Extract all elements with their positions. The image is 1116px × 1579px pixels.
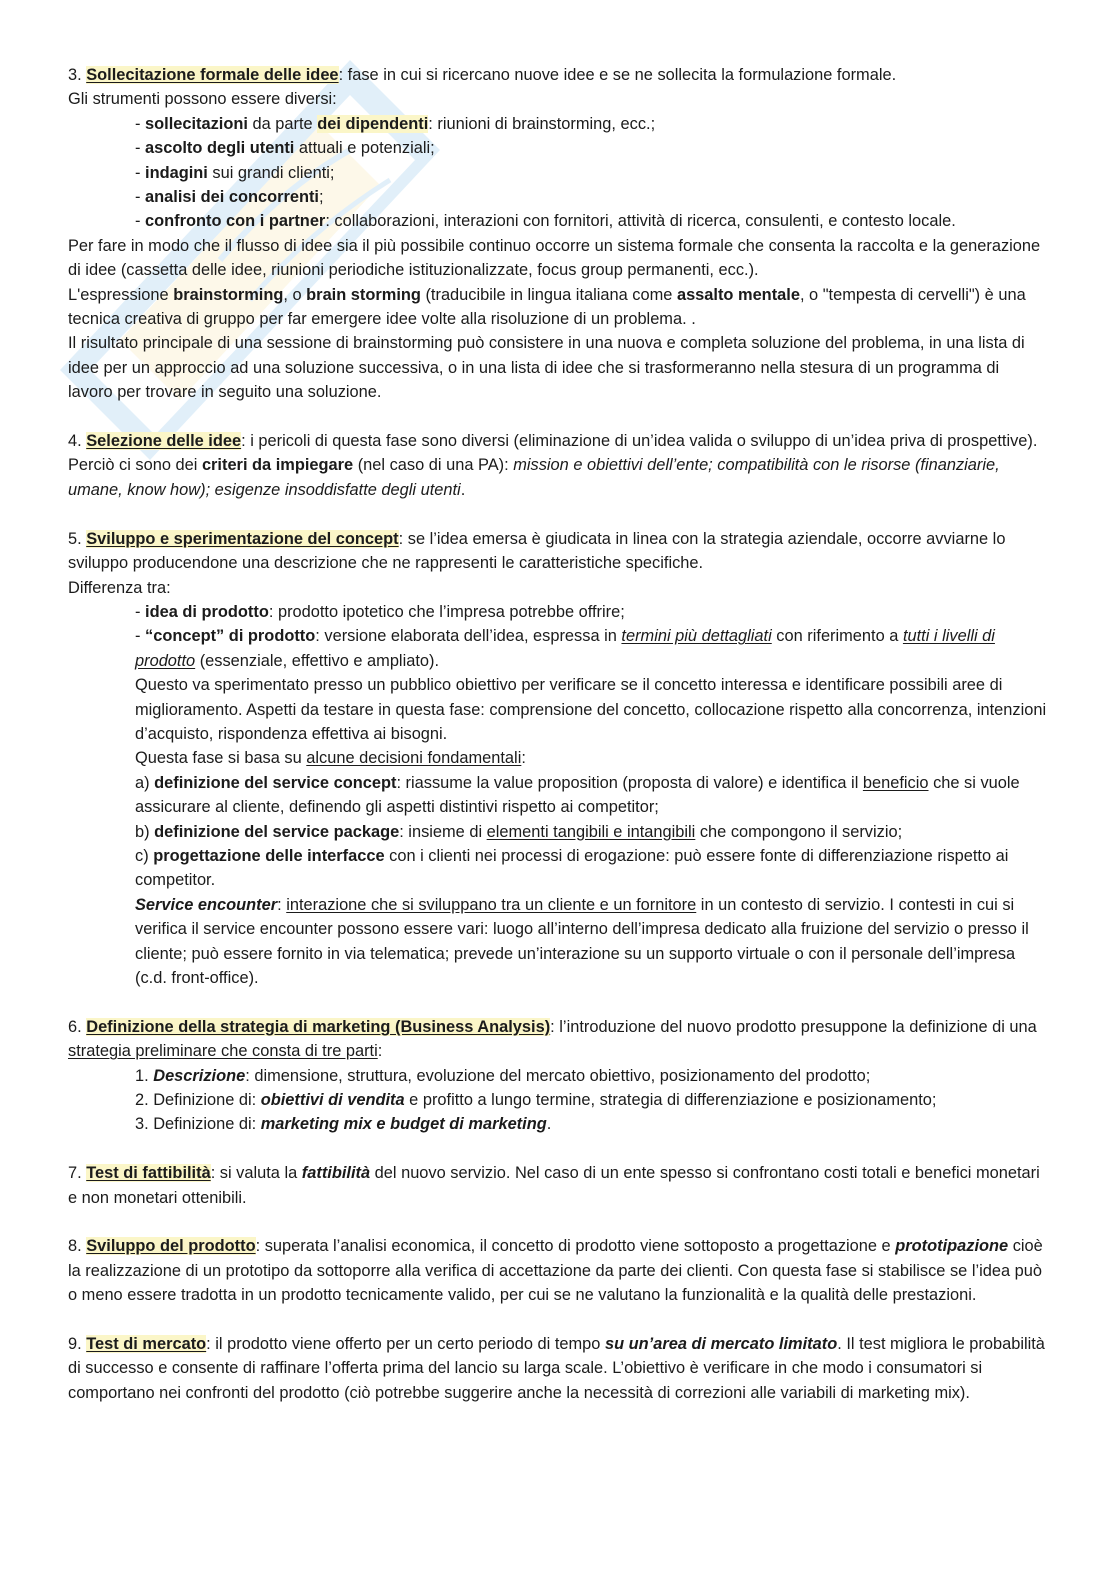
list-item: 2. Definizione di: obiettivi di vendita e profitto a lungo termine, strategia di differenziazione e posizionamento;	[135, 1091, 937, 1110]
paragraph: Per fare in modo che il flusso di idee sia il più possibile continuo occorre un sistema formale che consenta la raccolta e la generazione di idee (cassetta delle idee, riunioni periodiche istituzionalizzate, focus group permanenti, ecc.).	[68, 236, 1041, 280]
list-item: - ascolto degli utenti attuali e potenziali;	[135, 139, 435, 158]
list-item: 1. Descrizione: dimensione, struttura, evoluzione del mercato obiettivo, posizionamento del prodotto;	[135, 1066, 871, 1085]
list-item: 3. Definizione di: marketing mix e budget di marketing.	[135, 1115, 552, 1134]
section-7-paragraph: 7. Test di fattibilità: si valuta la fattibilità del nuovo servizio. Nel caso di un ente spesso si confrontano costi totali e benefici monetari e non monetari ottenibili.	[68, 1164, 1040, 1207]
list-item: - sollecitazioni da parte dei dipendenti: riunioni di brainstorming, ecc.;	[135, 114, 656, 133]
section-6-heading: 6. Definizione della strategia di marketing (Business Analysis): l’introduzione del nuovo prodotto presuppone la definizione di una strategia preliminare che consta di tre parti:	[68, 1017, 1037, 1061]
section-3-intro: Gli strumenti possono essere diversi:	[68, 90, 337, 109]
paragraph: Differenza tra:	[68, 578, 171, 597]
paragraph: Service encounter: interazione che si sviluppano tra un cliente e un fornitore in un contesto di servizio. I contesti in cui si verifica il service encounter possono essere vari: luogo all’interno dell’impresa dedicato alla fruizione del servizio o presso il cliente; può essere fornito in via telematica; prevede un’interazione su un supporto virtuale o con il personale dell’impresa (c.d. front-office).	[135, 895, 1029, 987]
section-9-paragraph: 9. Test di mercato: il prodotto viene offerto per un certo periodo di tempo su un’area di mercato limitato. Il test migliora le probabilità di successo e consente di raffinare l’offerta prima del lancio su larga scale. L’obiettivo è verificare in che modo i consumatori si comportano nei confronti del prodotto (ciò potrebbe suggerire anche la necessità di correzioni alle variabili di marketing mix).	[68, 1335, 1045, 1402]
list-item: - idea di prodotto: prodotto ipotetico che l’impresa potrebbe offrire;	[135, 602, 625, 621]
section-5-heading: 5. Sviluppo e sperimentazione del concept: se l’idea emersa è giudicata in linea con la strategia aziendale, occorre avviarne lo sviluppo producendone una descrizione che ne rappresenti le caratteristiche specifiche.	[68, 529, 1006, 573]
list-item: - confronto con i partner: collaborazioni, interazioni con fornitori, attività di ricerca, consulenti, e contesto locale.	[135, 212, 956, 231]
section-4-title: Selezione delle idee	[86, 432, 242, 451]
paragraph: Questa fase si basa su alcune decisioni fondamentali:	[135, 749, 526, 768]
section-5-title: Sviluppo e sperimentazione del concept	[86, 529, 399, 548]
list-item: c) progettazione delle interfacce con i clienti nei processi di erogazione: può essere fonte di differenziazione rispetto ai competitor.	[135, 846, 1009, 890]
section-4-paragraph: 4. Selezione delle idee: i pericoli di questa fase sono diversi (eliminazione di un’idea valida o sviluppo di un’idea priva di prospettive). Perciò ci sono dei criteri da impiegare (nel caso di una PA): mission e obiettivi dell’ente; compatibilità con le risorse (finanziarie, umane, know how); esigenze insoddisfatte degli utenti.	[68, 432, 1038, 499]
section-8-title: Sviluppo del prodotto	[86, 1237, 256, 1256]
list-item: - analisi dei concorrenti;	[135, 188, 324, 207]
document-body	[68, 63, 1048, 1405]
list-item: - “concept” di prodotto: versione elaborata dell’idea, espressa in termini più dettagliati con riferimento a tutti i livelli di prodotto (essenziale, effettivo e ampliato).	[135, 627, 995, 670]
list-item: b) definizione del service package: insieme di elementi tangibili e intangibili che compongono il servizio;	[135, 822, 903, 841]
paragraph: Questo va sperimentato presso un pubblico obiettivo per verificare se il concetto interessa e identificare possibili aree di miglioramento. Aspetti da testare in questa fase: comprensione del concetto, collocazione rispetto alla concorrenza, intenzioni d’acquisto, rispondenza effettiva ai bisogni.	[135, 676, 1047, 743]
list-item: - indagini sui grandi clienti;	[135, 163, 335, 182]
section-3-heading: 3. Sollecitazione formale delle idee: fase in cui si ricercano nuove idee e se ne sollecita la formulazione formale.	[68, 66, 897, 84]
list-item: a) definizione del service concept: riassume la value proposition (proposta di valore) e identifica il beneficio che si vuole assicurare al cliente, definendo gli aspetti distintivi rispetto ai competitor;	[135, 773, 1020, 817]
section-7-title: Test di fattibilità	[86, 1164, 211, 1183]
section-8-paragraph: 8. Sviluppo del prodotto: superata l’analisi economica, il concetto di prodotto viene sottoposto a progettazione e prototipazione cioè la realizzazione di un prototipo da sottoporre alla verifica di accettazione da parte dei clienti. Con questa fase si stabilisce se l’idea può o meno essere tradotta in un prodotto tecnicamente valido, per cui se ne valutano la funzionalità e la qualità delle prestazioni.	[68, 1237, 1043, 1305]
section-6-title: Definizione della strategia di marketing (Business Analysis)	[86, 1017, 551, 1036]
paragraph: L'espressione brainstorming, o brain storming (traducibile in lingua italiana come assalto mentale, o "tempesta di cervelli") è una tecnica creativa di gruppo per far emergere idee volte alla risoluzione di un problema. .	[68, 285, 1026, 329]
section-3-title: Sollecitazione formale delle idee	[86, 66, 339, 84]
section-9-title: Test di mercato	[86, 1335, 207, 1354]
paragraph: Il risultato principale di una sessione di brainstorming può consistere in una nuova e completa soluzione del problema, in una lista di idee per un approccio ad una soluzione successiva, o in una lista di idee che si trasformeranno nella stesura di un programma di lavoro per trovare in seguito una soluzione.	[68, 334, 1025, 402]
